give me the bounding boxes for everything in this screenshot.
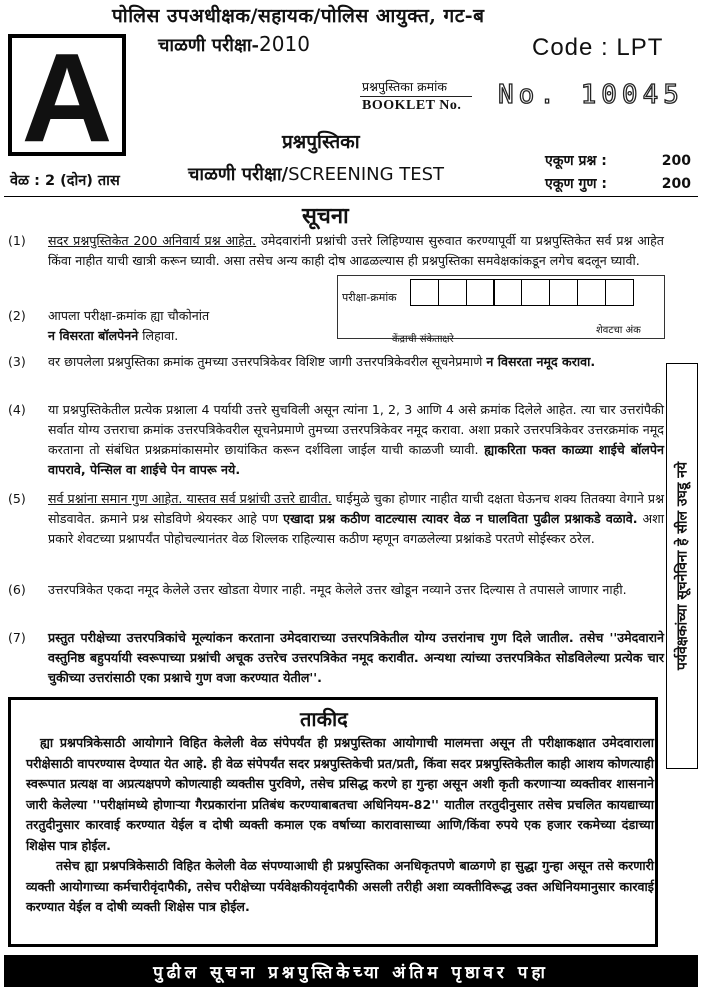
warning-text xyxy=(26,733,654,918)
booklet-title: प्रश्नपुस्तिका xyxy=(282,131,360,153)
instruction-number: (4) xyxy=(8,402,26,417)
paper-code: Code : LPT xyxy=(532,34,664,61)
instruction-number: (7) xyxy=(8,630,26,645)
seat-digit-box[interactable] xyxy=(605,279,634,306)
instruction-text: सदर प्रश्नपुस्तिकेत 200 अनिवार्य प्रश्न आहेत. उमेदवारांनी प्रश्नांची उत्तरे लिहिण्यास सुरुवात करण्यापूर्वी या प्रश्नपुस्तिकेत सर्व प्रश्न आहेत किंवा नाहीत याची खात्री करून घ्यावी. असा तसेच अन्य काही दोष आढळल्यास ही प्रश्नपुस्तिका समवेक्षकांकडून लगेच बदलून घ्यावी. xyxy=(48,233,664,268)
seat-digit-box[interactable] xyxy=(466,279,495,306)
instruction-text: प्रस्तुत परीक्षेच्या उत्तरपत्रिकांचे मूल्यांकन करताना उमेदवाराच्या उत्तरपत्रिकेतील योग्य उत्तरांनाच गुण दिले जातील. तसेच ''उमेदवाराने वस्तुनिष्ठ बहुपर्यायी स्वरूपाच्या प्रश्नांची अचूक उत्तरेच उत्तरपत्रिकेत नमूद करावीत. अन्यथा त्यांच्या उत्तरपत्रिकेत सोडविलेल्या प्रत्येक चार चुकीच्या उत्तरांसाठी एका प्रश्नाचे गुण वजा करण्यात येतील''. xyxy=(48,630,664,685)
exam-title-en: SCREENING TEST xyxy=(288,164,445,185)
total-marks-label: एकूण गुण : xyxy=(545,176,607,192)
booklet-label-en: BOOKLET No. xyxy=(362,98,462,113)
seat-digit-box[interactable] xyxy=(521,279,550,306)
series-letter: A xyxy=(21,27,113,168)
instruction-text: आपला परीक्षा-क्रमांक ह्या चौकोनांत न विसरता बॉलपेनने लिहावा. xyxy=(48,308,210,343)
exam-year: 2010 xyxy=(259,32,310,56)
seat-number-boxes[interactable] xyxy=(410,279,633,306)
instruction-number: (1) xyxy=(8,233,26,248)
total-marks-value: 200 xyxy=(661,176,691,192)
header-divider xyxy=(4,196,698,197)
seal-side-note xyxy=(666,363,698,769)
final-digit-label: शेवटचा अंक xyxy=(596,325,641,336)
footer-banner: पुढील सूचना प्रश्नपुस्तिकेच्या अंतिम पृष्ठावर पहा xyxy=(4,955,698,987)
totals-block xyxy=(545,150,691,196)
exam-duration: वेळ : 2 (दोन) तास xyxy=(10,173,120,189)
booklet-label-mr: प्रश्नपुस्तिका क्रमांक xyxy=(362,79,447,94)
seal-side-note-text: पर्यवेक्षकांच्या सूचनेविना हे सील उघडू नये xyxy=(674,461,691,671)
instruction-number: (3) xyxy=(8,354,26,369)
instruction-item-6 xyxy=(8,580,664,600)
instruction-text: सर्व प्रश्नांना समान गुण आहेत. यास्तव सर्व प्रश्नांची उत्तरे द्यावीत. घाईमुळे चुका होणार नाहीत याची दक्षता घेऊनच शक्य तितक्या वेगाने प्रश्न सोडवावेत. क्रमाने प्रश्न सोडविणे श्रेयस्कर आहे पण एखादा प्रश्न कठीण वाटल्यास त्यावर वेळ न घालविता पुढील प्रश्नाकडे वळावे. अशा प्रकारे शेवटच्या प्रश्नापर्यंत पोहोचल्यानंतर वेळ शिल्लक राहिल्यास कठीण म्हणून वगळलेल्या प्रश्नांकडे परतणे सोईस्कर ठरेल. xyxy=(48,491,665,546)
instruction-number: (2) xyxy=(8,308,26,323)
instruction-text: वर छापलेला प्रश्नपुस्तिका क्रमांक तुमच्या उत्तरपत्रिकेवर विशिष्ट जागी उत्तरपत्रिकेवरील सूचनेप्रमाणे न विसरता नमूद करावा. xyxy=(48,354,596,369)
total-questions-row xyxy=(545,150,691,173)
instructions-heading: सूचना xyxy=(302,204,349,229)
instruction-item-3 xyxy=(8,352,664,372)
total-marks-row xyxy=(545,173,691,196)
booklet-number: No. 10045 xyxy=(498,80,684,110)
instruction-item-4 xyxy=(8,400,664,480)
seat-digit-box[interactable] xyxy=(410,279,439,306)
warning-paragraph-2: तसेच ह्या प्रश्नपत्रिकेसाठी विहित केलेली वेळ संपण्याआधी ही प्रश्नपुस्तिका अनधिकृतपणे बाळगणे हा सुद्धा गुन्हा असून तसे करणारी व्यक्ती आयोगाच्या कर्मचारीवृंदापैकी, तसेच परीक्षेच्या पर्यवेक्षकीयवृंदापैकी असली तरीही अशा व्यक्तीविरूद्ध उक्त अधिनियमानुसार कारवाई करण्यात येईल व दोषी व्यक्ती शिक्षेस पात्र होईल. xyxy=(26,858,654,914)
seat-digit-box[interactable] xyxy=(549,279,578,306)
seat-digit-box[interactable] xyxy=(493,279,522,306)
instruction-item-7 xyxy=(8,628,664,688)
instruction-text: या प्रश्नपुस्तिकेतील प्रत्येक प्रश्नाला 4 पर्यायी उत्तरे सुचविली असून त्यांना 1, 2, 3 आणि 4 असे क्रमांक दिलेले आहेत. त्या चार उत्तरांपैकी सर्वात योग्य उत्तराचा क्रमांक उत्तरपत्रिकेवरील सूचनेप्रमाणे तुमच्या उत्तरपत्रिकेवर नमूद करावा. अशा प्रकारे उत्तरपत्रिकेवर उत्तरक्रमांक नमूद करताना तो संबंधित प्रश्नक्रमांकासमोर छायांकित करून दर्शविला जाईल याची काळजी घ्यावी. ह्याकरिता फक्त काळ्या शाईचे बॉलपेन वापरावे, पेन्सिल वा शाईचे पेन वापरू नये. xyxy=(48,402,664,477)
series-box xyxy=(8,27,126,168)
centre-code-label: केंद्राची संकेताक्षरे xyxy=(392,334,454,345)
total-questions-label: एकूण प्रश्न : xyxy=(545,153,607,169)
exam-title xyxy=(188,162,444,186)
warning-heading: ताकीद xyxy=(300,707,348,731)
instruction-item-2 xyxy=(8,306,338,346)
exam-subtitle xyxy=(158,32,310,57)
instruction-text: उत्तरपत्रिकेत एकदा नमूद केलेले उत्तर खोडता येणार नाही. नमूद केलेले उत्तर खोडून नव्याने उत्तर दिल्यास ते तपासले जाणार नाही. xyxy=(48,582,627,597)
instruction-item-1 xyxy=(8,231,664,271)
booklet-label-divider xyxy=(360,96,472,97)
seat-digit-box[interactable] xyxy=(438,279,467,306)
seat-number-label: परीक्षा-क्रमांक xyxy=(342,291,397,304)
total-questions-value: 200 xyxy=(661,153,691,169)
exam-subtitle-text: चाळणी परीक्षा- xyxy=(158,35,260,56)
warning-paragraph-1: ह्या प्रश्नपत्रिकेसाठी आयोगाने विहित केलेली वेळ संपेपर्यंत ही प्रश्नपुस्तिका आयोगाची मालमत्ता असून ती परीक्षाकक्षात उमेदवाराला परीक्षेसाठी वापरण्यास देण्यात येत आहे. ही वेळ संपेपर्यंत सदर प्रश्नपुस्तिकेची प्रत/प्रती, किंवा सदर प्रश्नपुस्तिकेतील काही आशय कोणत्याही स्वरूपात प्रत्यक्ष वा अप्रत्यक्षपणे कोणत्याही व्यक्तीस पुरविणे, तसेच प्रसिद्ध करणे हा गुन्हा असून अशी कृती करणाऱ्या व्यक्तीवर शासनाने जारी केलेल्या ''परीक्षांमध्ये होणाऱ्या गैरप्रकारांना प्रतिबंध करण्याबाबतचा अधिनियम-82'' यातील तरतुदीनुसार तसेच प्रचलित कायद्याच्या तरतुदीनुसार कारवाई करण्यात येईल व दोषी व्यक्ती कमाल एक वर्षाच्या कारावासाच्या आणि/किंवा रुपये एक हजार रकमेच्या दंडाच्या शिक्षेस पात्र होईल. xyxy=(26,735,654,853)
instruction-number: (6) xyxy=(8,582,26,597)
instruction-item-5 xyxy=(8,489,664,549)
exam-post-title: पोलिस उपअधीक्षक/सहायक/पोलिस आयुक्त, गट-ब xyxy=(112,5,485,27)
exam-title-mr: चाळणी परीक्षा/ xyxy=(188,164,289,185)
seat-digit-box[interactable] xyxy=(577,279,606,306)
instruction-number: (5) xyxy=(8,491,26,506)
